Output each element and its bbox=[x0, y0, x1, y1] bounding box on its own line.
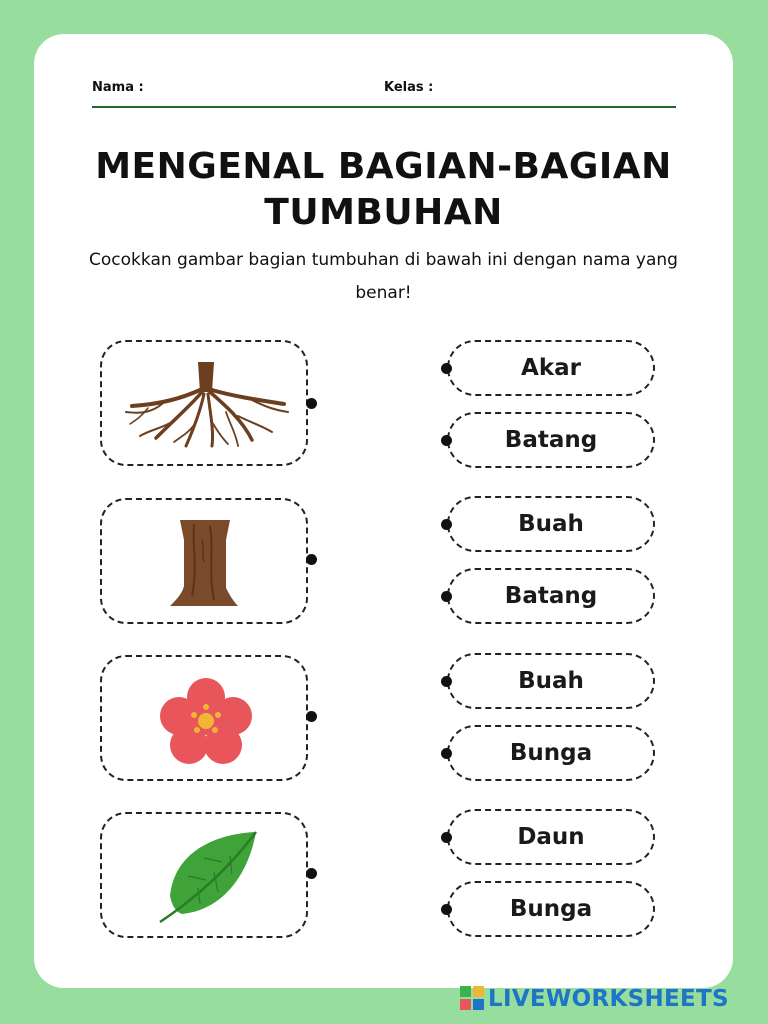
option-buah[interactable]: Buah bbox=[447, 496, 655, 552]
picture-box-leaf[interactable] bbox=[100, 812, 308, 938]
option-dot[interactable] bbox=[441, 832, 452, 843]
option-dot[interactable] bbox=[441, 904, 452, 915]
worksheet-card bbox=[34, 34, 733, 988]
student-info-row bbox=[92, 80, 676, 108]
roots-icon bbox=[102, 342, 310, 468]
picture-dot-leaf[interactable] bbox=[306, 868, 317, 879]
worksheet-title: MENGENAL BAGIAN-BAGIAN TUMBUHAN bbox=[95, 146, 672, 233]
name-label: Nama : bbox=[92, 80, 144, 95]
option-akar[interactable]: Akar bbox=[447, 340, 655, 396]
instruction-text: Cocokkan gambar bagian tumbuhan di bawah ini dengan nama yang benar! bbox=[89, 250, 678, 303]
picture-box-trunk[interactable] bbox=[100, 498, 308, 624]
brand-name: LIVEWORKSHEETS bbox=[488, 986, 729, 1012]
leaf-icon bbox=[102, 814, 310, 940]
option-daun[interactable]: Daun bbox=[447, 809, 655, 865]
picture-box-roots[interactable] bbox=[100, 340, 308, 466]
trunk-icon bbox=[102, 500, 310, 626]
liveworksheets-logo-icon bbox=[460, 986, 484, 1010]
option-bunga[interactable]: Bunga bbox=[447, 881, 655, 937]
picture-box-flower[interactable] bbox=[100, 655, 308, 781]
option-dot[interactable] bbox=[441, 676, 452, 687]
picture-dot-roots[interactable] bbox=[306, 398, 317, 409]
option-dot[interactable] bbox=[441, 363, 452, 374]
class-label: Kelas : bbox=[384, 80, 434, 95]
picture-dot-trunk[interactable] bbox=[306, 554, 317, 565]
option-dot[interactable] bbox=[441, 519, 452, 530]
flower-icon bbox=[102, 657, 310, 783]
option-dot[interactable] bbox=[441, 591, 452, 602]
option-dot[interactable] bbox=[441, 435, 452, 446]
liveworksheets-logo[interactable] bbox=[460, 986, 729, 1014]
option-buah[interactable]: Buah bbox=[447, 653, 655, 709]
option-bunga[interactable]: Bunga bbox=[447, 725, 655, 781]
option-batang[interactable]: Batang bbox=[447, 412, 655, 468]
picture-dot-flower[interactable] bbox=[306, 711, 317, 722]
option-dot[interactable] bbox=[441, 748, 452, 759]
option-batang[interactable]: Batang bbox=[447, 568, 655, 624]
